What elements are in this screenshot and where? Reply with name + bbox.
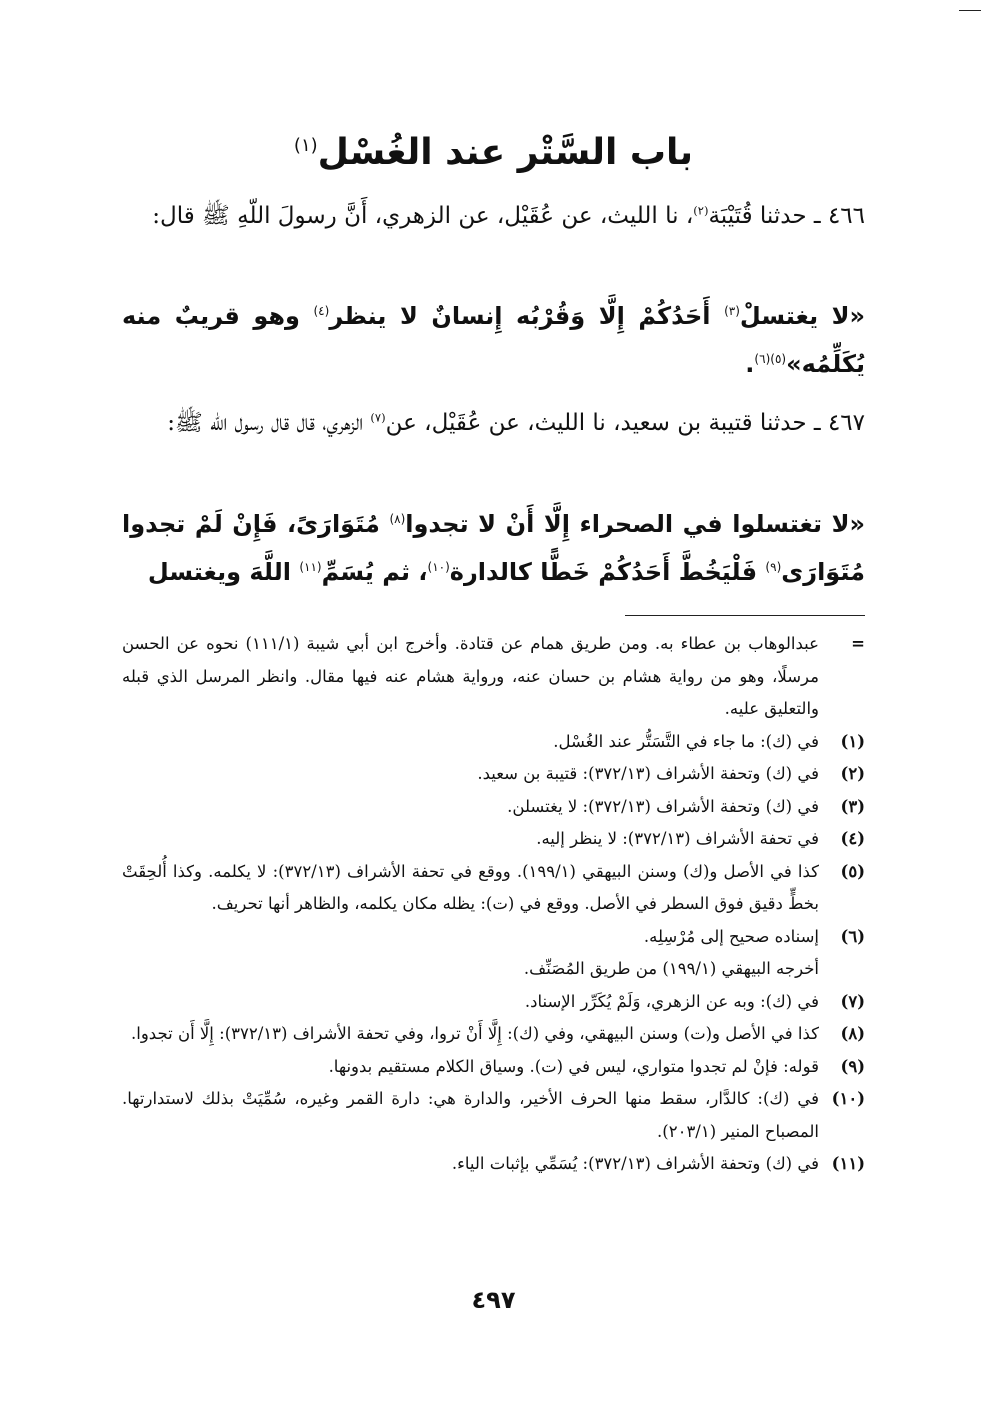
- matn-text: أَحَدُكُمْ إِلَّا وَقُرْبُه إِنسانٌ لا ينظر: [329, 302, 725, 330]
- footnote-5: [122, 856, 865, 921]
- footnote-text-extra: أخرجه البيهقي (١٩٩/١) من طريق المُصَنِّف.: [523, 959, 819, 978]
- footnote-11: [122, 1148, 865, 1181]
- footnote-text: كذا في الأصل و(ك) وسنن البيهقي (١٩٩/١). ووقع في تحفة الأشراف (٣٧٢/١٣): لا يكلمه. وكذا أُلحِقَتْ بخطٍّ دقيق فوق السطر في الأصل. ووقع في (ت): يظله مكان يكلمه، والظاهر أنها تحريف.: [122, 861, 820, 913]
- footnote-ref: (٤): [313, 304, 330, 318]
- matn-text: «لا تغتسلوا في الصحراء إِلَّا أَنْ لا تجدوا: [405, 510, 866, 538]
- matn-text: ، ثم يُسَمِّ: [321, 558, 428, 586]
- hadith-466-matn: [122, 292, 865, 388]
- title-footnote-ref: (١): [293, 135, 318, 156]
- footnote-3: [122, 791, 865, 824]
- footnote-8: [122, 1018, 865, 1051]
- footnote-continuation: [122, 628, 865, 726]
- footnote-number: (١٠): [831, 1089, 865, 1108]
- footnote-text: قوله: فإنْ لم تجدوا متواري، ليس في (ت). وسياق الكلام مستقيم بدونها.: [328, 1056, 819, 1076]
- footnote-number: (١١): [831, 1154, 865, 1173]
- footnote-number: (١): [840, 731, 865, 751]
- footnote-number: (٢): [840, 764, 865, 783]
- footnote-text: إسناده صحيح إلى مُرْسِلِه.: [643, 926, 819, 946]
- footnote-ref: (٧): [370, 410, 386, 425]
- footnotes-list: [122, 628, 865, 1181]
- hadith-467-matn: [122, 500, 865, 596]
- footnote-ref: (٩): [765, 560, 782, 574]
- matn-text: «لا يغتسلْ: [739, 302, 865, 330]
- chapter-title: [120, 128, 867, 178]
- footnote-ref: (٨): [389, 512, 406, 526]
- footnote-text: في (ك) وتحفة الأشراف (٣٧٢/١٣): لا يغتسلن.: [507, 796, 819, 816]
- footnote-number: (٤): [840, 829, 865, 848]
- footnote-number: (٣): [840, 796, 865, 816]
- footnote-text: في تحفة الأشراف (٣٧٢/١٣): لا ينظر إليه.: [536, 829, 819, 848]
- footnote-4: [122, 823, 865, 856]
- matn-text: .: [745, 350, 755, 378]
- footnote-ref: (٢): [693, 203, 709, 218]
- matn-text: فَلْيَخُطَّ أَحَدُكُمْ خَطًّا كالدارة: [449, 558, 766, 586]
- footnote-1: [122, 726, 865, 759]
- footnote-10: [122, 1083, 865, 1148]
- page-number: ٤٩٧: [471, 1286, 516, 1314]
- footnote-2: [122, 758, 865, 791]
- footnote-number: (٦): [840, 926, 865, 946]
- isnad-text: ، نا الليث، عن عُقَيْل، عن الزهري، أَنَّ رسولَ اللّهِ ﷺ قال:: [152, 203, 694, 229]
- footnote-number: (٩): [840, 1056, 865, 1076]
- footnote-text: في (ك): وبه عن الزهري، وَلَمْ يُكَرِّر الإسناد.: [524, 991, 819, 1011]
- footnote-body: [122, 921, 819, 986]
- corner-mark: [959, 10, 981, 11]
- footnote-6: [122, 921, 865, 986]
- isnad-text: الزهري، قال قال رسول الله ﷺ:: [167, 410, 371, 436]
- footnote-text: في (ك) وتحفة الأشراف (٣٧٢/١٣): يُسَمِّي بإثبات الياء.: [451, 1154, 819, 1173]
- matn-text: وهو قريبٌ منه يُكَلِّمُه»: [122, 302, 865, 378]
- footnote-number: (٧): [840, 991, 865, 1011]
- footnote-7: [122, 986, 865, 1019]
- footnote-ref: (١٠): [427, 560, 450, 574]
- chapter-title-text: باب السَّتْر عند الغُسْل: [317, 132, 694, 173]
- hadith-467-isnad: [122, 400, 865, 446]
- footnote-ref: (١١): [299, 560, 322, 574]
- footnote-separator: [625, 615, 865, 616]
- isnad-text: ٤٦٧ ـ حدثنا قتيبة بن سعيد، نا الليث، عن عُقَيْل، عن: [385, 410, 865, 436]
- matn-text: اللَّهَ ويغتسل: [147, 558, 300, 586]
- footnote-ref: (٣): [724, 304, 740, 318]
- footnote-9: [122, 1051, 865, 1084]
- footnote-number: (٨): [840, 1024, 865, 1043]
- footnote-text: عبدالوهاب بن عطاء به. ومن طريق همام عن قتادة. وأخرج ابن أبي شيبة (١١١/١) نحوه عن الحسن مرسلًا، وهو من رواية هشام بن حسان عنه، ورواية هشام عنه فيها مقال. وانظر المرسل الذي قبله والتعليق عليه.: [122, 634, 819, 718]
- footnote-number: (٥): [840, 861, 865, 881]
- footnote-ref: (٥)(٦): [754, 352, 787, 366]
- isnad-text: ٤٦٦ ـ حدثنا قُتَيْبَة: [708, 203, 865, 229]
- footnote-text: كذا في الأصل و(ت) وسنن البيهقي، وفي (ك): إِلَّا أَنْ تروا، وفي تحفة الأشراف (٣٧٢/١٣): إِلَّا أَن تجدوا.: [131, 1024, 819, 1043]
- footnote-text: في (ك) وتحفة الأشراف (٣٧٢/١٣): قتيبة بن سعيد.: [477, 764, 819, 783]
- footnote-number: =: [851, 634, 865, 653]
- matn-text: مُتَوَارَىً، فَإِنْ لَمْ تجدوا مُتَوَارَى: [122, 510, 865, 586]
- hadith-466-isnad: [122, 193, 865, 239]
- footnote-text: في (ك): كالدَّار، سقط منها الحرف الأخير، والدارة هي: دارة القمر وغيره، سُمِّيَتْ بذلك لاستدارتها. المصباح المنير (٢٠٣/١).: [122, 1089, 819, 1141]
- footnote-text: في (ك): ما جاء في التَّسَتُّر عند الغُسْل.: [553, 731, 819, 751]
